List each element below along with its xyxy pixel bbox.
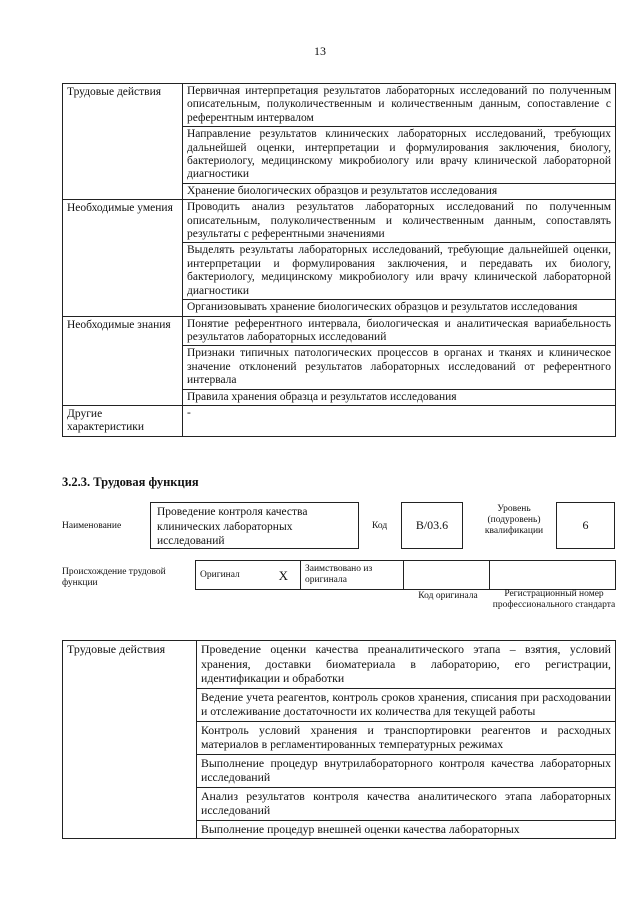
code-label: Код [372,521,388,531]
list-item: Признаки типичных патологических процессов в органах и тканях и клиническое значение отклонений результатов лабораторных исследований от референтного интервала [183,346,615,389]
labor-actions-table-2 [62,640,616,839]
list-item: Контроль условий хранения и транспортировки реагентов и расходных материалов в регламентированных температурных режимах [197,722,615,755]
row-label: Другие характеристики [63,405,183,436]
table-row [63,84,616,200]
qualification-level-field: 6 [556,502,615,549]
original-label: Оригинал [200,569,240,580]
list-item: Понятие референтного интервала, биологическая и аналитическая вариабельность результатов лабораторных исследований [183,317,615,347]
original-mark: X [278,567,288,583]
list-item: Проведение оценки качества преаналитического этапа – взятия, условий хранения, доставки биоматериала в лабораторию, его регистрации, идентификации и обработки [197,641,615,689]
bottom-table-region [0,640,640,905]
list-item: Выполнение процедур внешней оценки качества лабораторных [201,821,520,836]
table-row [196,561,616,590]
table-row [63,200,616,316]
registration-number-label: Регистрационный номер профессионального стандарта [492,589,616,610]
list-item: Направление результатов клинических лабораторных исследований, требующих дальнейшей оценки, интерпретации и формулирования заключения, биологу, бактериологу, медицинскому микробиологу или врачу клинической лабораторной диагностики [183,127,615,184]
borrowed-label: Заимствовано из оригинала [301,561,404,590]
section-title: 3.2.3. Трудовая функция [62,475,199,489]
list-item: Выполнение процедур внутрилабораторного контроля качества лабораторных исследований [197,755,615,788]
table-row [63,405,616,436]
original-code-cell [404,561,490,590]
list-item: - [187,406,191,419]
list-item: Ведение учета реагентов, контроль сроков хранения, списания при расходовании и отслеживание достаточности их количества для текущей работы [197,689,615,722]
original-cell [196,561,301,590]
function-code-field: B/03.6 [401,502,463,549]
qualification-level-label: Уровень (подуровень) квалификации [484,504,544,536]
row-label: Трудовые действия [63,641,197,839]
function-name-field: Проведение контроля качества клинических лабораторных исследований [150,502,359,549]
reg-number-cell [490,561,616,590]
row-label: Необходимые умения [63,200,183,316]
table-row [63,316,616,405]
table-row [63,641,616,839]
list-item: Анализ результатов контроля качества аналитического этапа лабораторных исследований [197,788,615,821]
list-item: Правила хранения образца и результатов исследования [187,390,457,403]
list-item: Хранение биологических образцов и результатов исследования [187,184,498,197]
list-item: Первичная интерпретация результатов лабораторных исследований по полученным описательным, полуколичественным и количественным данным, сопоставление с референтным интервалом [183,84,615,127]
labor-actions-table [62,83,616,437]
list-item: Выделять результаты лабораторных исследований, требующие дальнейшей оценки, интерпретации и формулирования заключения, и передавать их биологу, бактериологу, медицинскому микробиологу или врачу клинической лабораторной диагностики [183,243,615,300]
origin-label: Происхождение трудовой функции [62,567,166,588]
row-label: Необходимые знания [63,316,183,405]
origin-table [195,560,616,590]
list-item: Проводить анализ результатов лабораторных исследований по полученным описательным, полуколичественным и количественным данным, сопоставлять результаты с референтными значениями [183,200,615,243]
original-code-label: Код оригинала [418,591,478,601]
list-item: Организовывать хранение биологических образцов и результатов исследования [187,301,578,314]
page-number: 13 [314,44,326,58]
name-label: Наименование [62,521,122,531]
row-label: Трудовые действия [63,84,183,200]
